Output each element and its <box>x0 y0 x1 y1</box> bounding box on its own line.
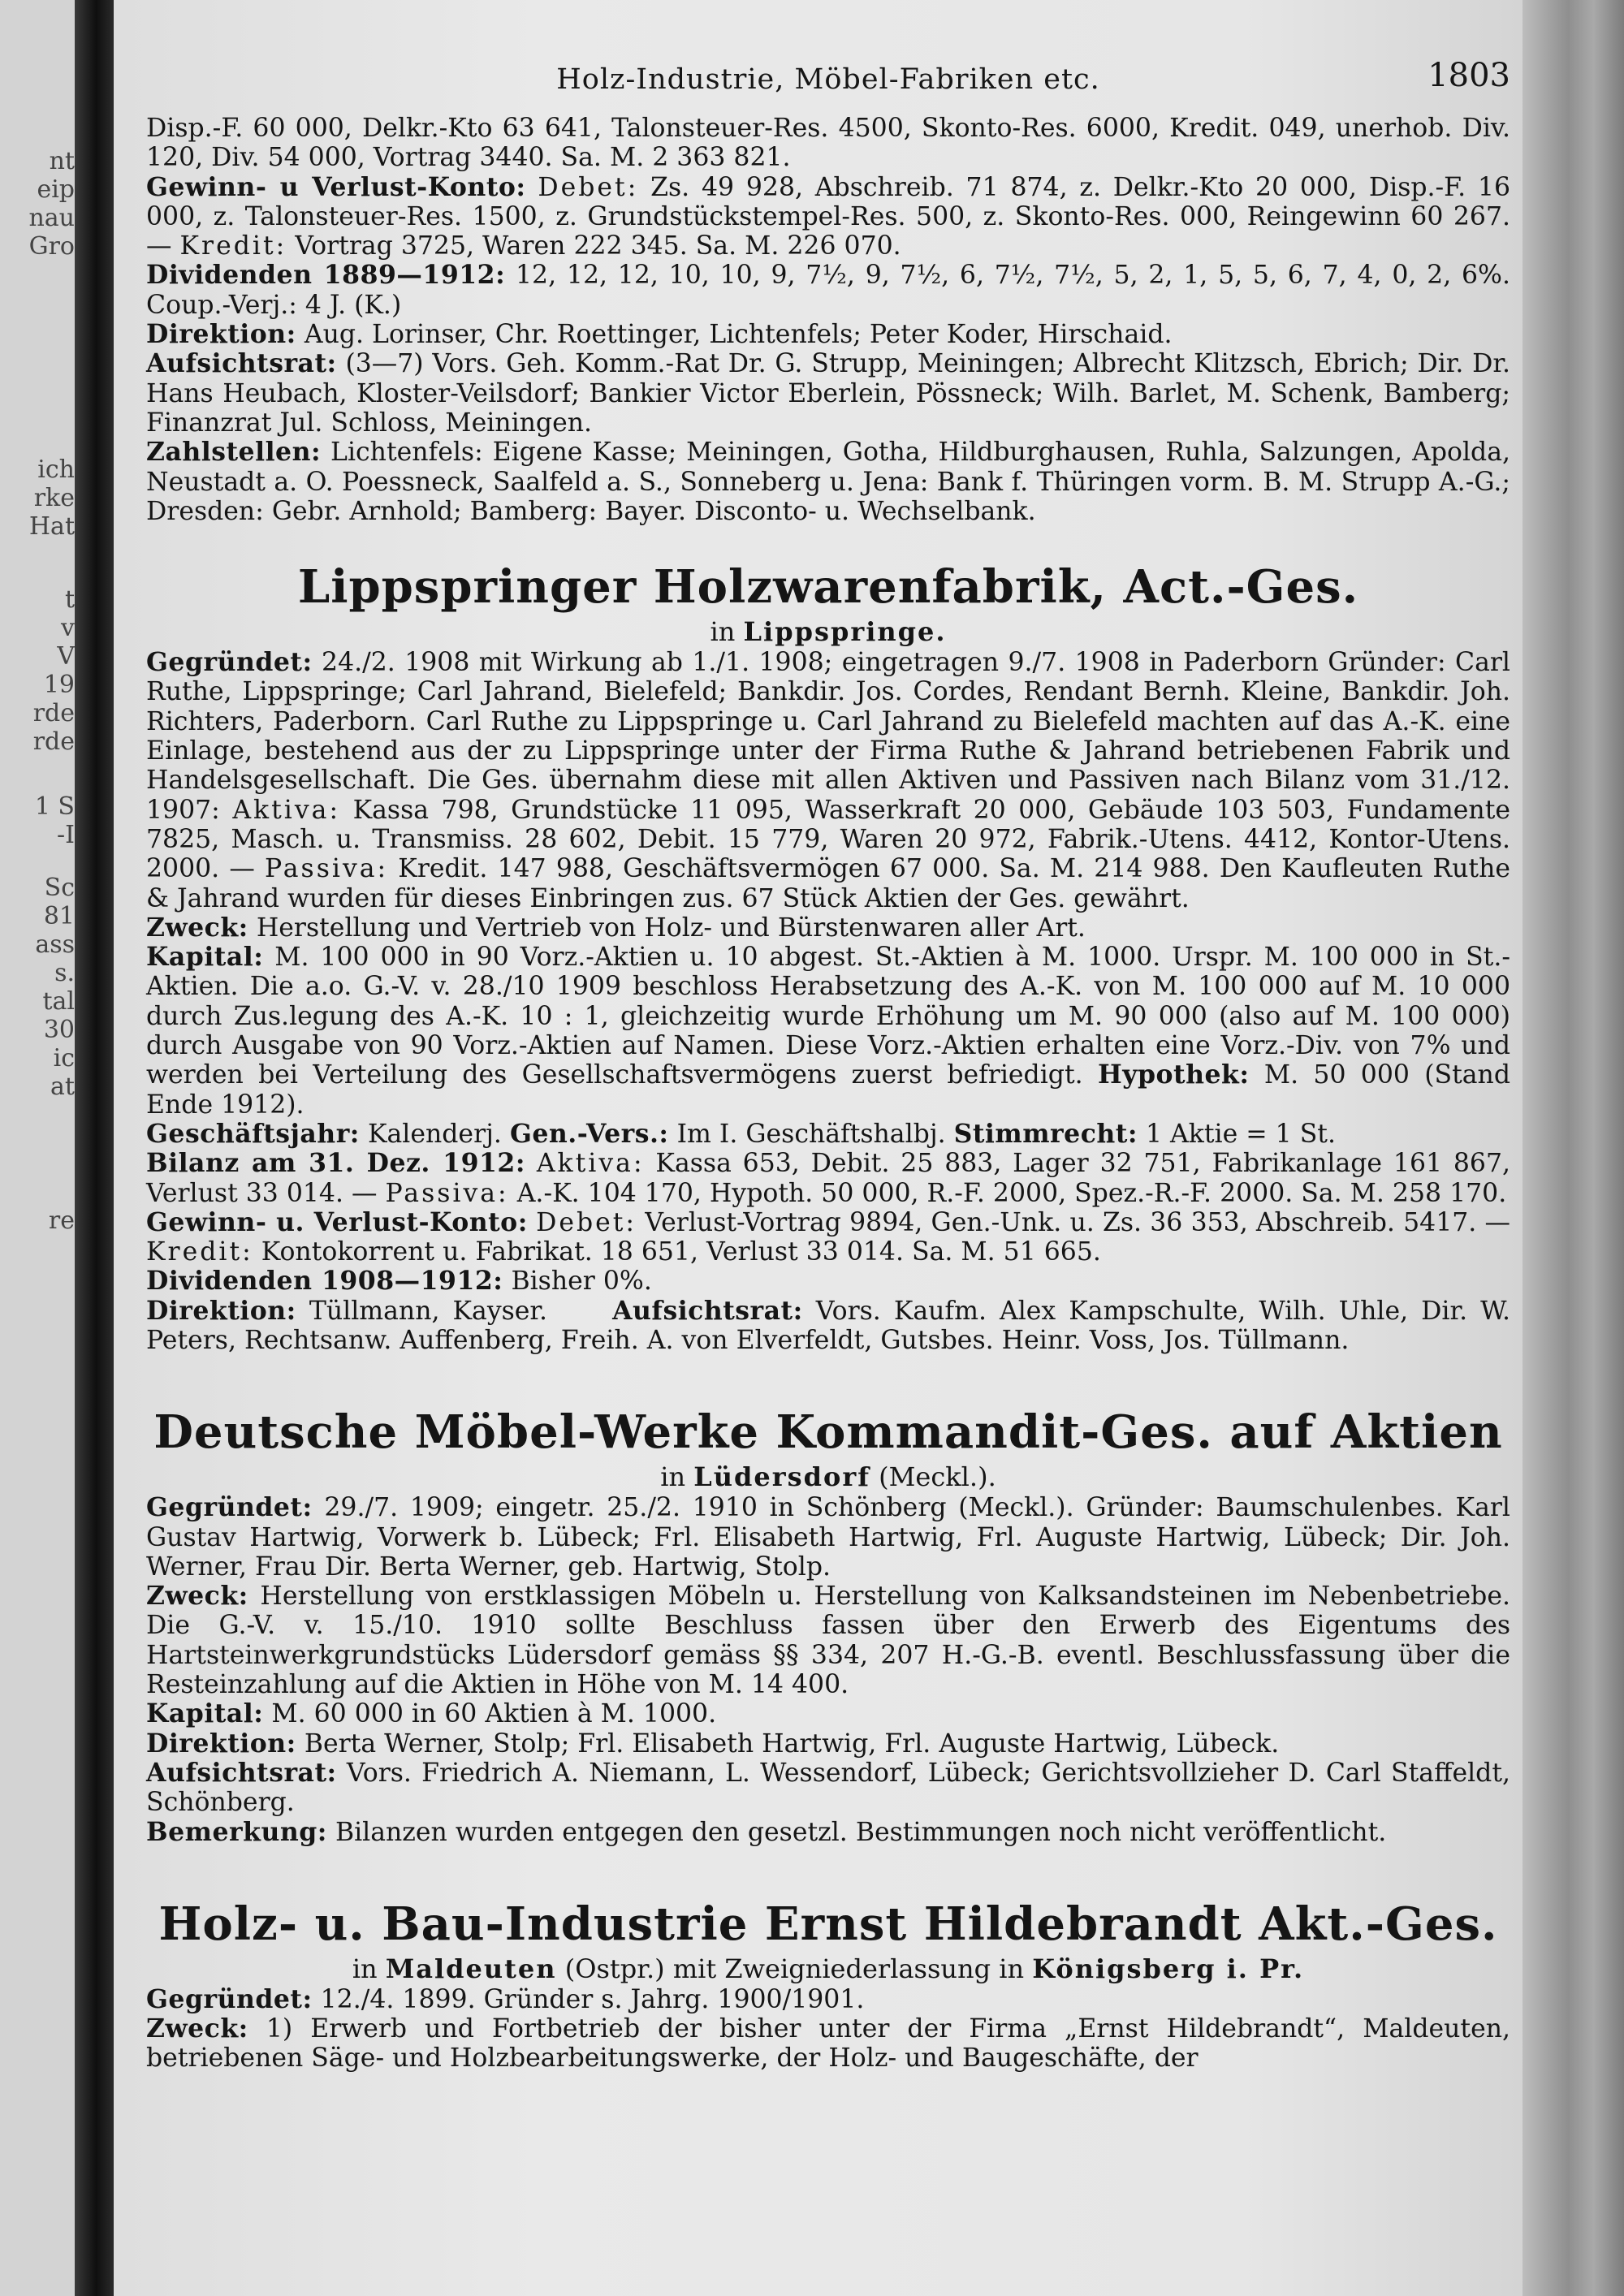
company-title: Deutsche Möbel-Werke Kommandit-Ges. auf Aktien <box>153 1405 1503 1460</box>
zweck-paragraph <box>146 913 1510 943</box>
adjacent-page-text: tal <box>42 987 75 1016</box>
adjacent-page-text: ich <box>37 455 75 484</box>
loc-place: Lüdersdorf <box>693 1461 870 1493</box>
field-label: Gewinn- u. Verlust-Konto: <box>146 1206 528 1237</box>
field-value: 1) Erwerb und Fortbetrieb der bisher unter der Firma „Ernst Hildebrandt“, Maldeuten, betriebenen Säge- und Holzbearbeitungswerke, der Holz- und Baugeschäfte, der <box>146 2014 1511 2074</box>
aufsichtsrat-paragraph <box>146 1759 1510 1818</box>
bemerkung-paragraph <box>146 1818 1510 1847</box>
zweck-paragraph <box>146 2014 1510 2074</box>
continuation-zahlstellen <box>146 438 1510 526</box>
field-label: Zahlstellen: <box>146 437 322 468</box>
field-value: Kontokorrent u. Fabrikat. 18 651, Verlust 33 014. Sa. M. 51 665. <box>261 1237 1101 1267</box>
company-entry-lippspringer <box>146 559 1510 1355</box>
adjacent-page-text: V <box>57 642 75 671</box>
kredit-label: Kredit: <box>179 231 287 261</box>
adjacent-page-text: rde <box>32 699 75 727</box>
page-content <box>146 57 1510 2074</box>
field-label: Gen.-Vers.: <box>509 1118 669 1149</box>
debet-label: Debet: <box>536 1207 637 1237</box>
field-value: Kassa 653, Debit. 25 883, Lager 32 751, Fabrikanlage 161 867, Verlust 33 014. — <box>146 1149 1511 1208</box>
field-label: Dividenden 1889—1912: <box>146 260 506 291</box>
field-label: Aufsichtsrat: <box>146 1757 337 1788</box>
field-label: Kapital: <box>146 942 264 973</box>
dividenden-paragraph <box>146 1267 1510 1296</box>
adjacent-page-text: 1 S <box>34 792 75 821</box>
kapital-paragraph <box>146 943 1510 1120</box>
running-title: Holz-Industrie, Möbel-Fabriken etc. <box>556 63 1100 96</box>
adjacent-page-text: v <box>61 614 75 642</box>
kapital-paragraph <box>146 1699 1510 1728</box>
field-label: Gegründet: <box>146 647 313 678</box>
gegruendet-paragraph <box>146 648 1510 913</box>
kredit-label: Kredit: <box>146 1237 253 1267</box>
field-value: Kalenderj. <box>367 1119 502 1149</box>
continuation-entry <box>146 114 1510 526</box>
field-value: 24./2. 1908 mit Wirkung ab 1./1. 1908; eingetragen 9./7. 1908 in Paderborn Gründer: Carl Ruthe, Lippspringe; Carl Jahrand, Bielefeld; Bankdir. Jos. Cordes, Rendant Bernh. Kleine, Bankdir. Joh. Richters, Paderborn. Carl Ruthe zu Lippspringe u. Carl Jahrand zu Bielefeld machten auf das A.-K. eine Einlage, bestehend aus der zu Lippspringe unter der Firma Ruthe & Jahrand betriebenen Fabrik und Handelsgesellschaft. Die Ges. übernahm diese mit allen Aktiven und Passiven nach Bilanz vom 31./12. 1907: <box>146 648 1510 825</box>
adjacent-page-text: s. <box>54 959 75 987</box>
field-value: Vors. Friedrich A. Niemann, L. Wessendorf, Lübeck; Gerichtsvollzieher D. Carl Staffeldt, Schönberg. <box>146 1758 1511 1818</box>
field-label: Geschäftsjahr: <box>146 1118 360 1149</box>
company-location <box>146 615 1510 648</box>
adjacent-page-text: nau <box>28 204 75 232</box>
passiva-label: Passiva: <box>264 854 389 884</box>
adjacent-page-text: 30 <box>43 1016 75 1044</box>
field-value: Tüllmann, Kayser. <box>309 1296 548 1326</box>
loc-prefix: in <box>352 1953 378 1984</box>
continuation-direktion <box>146 320 1510 349</box>
field-value: 1 Aktie = 1 St. <box>1145 1119 1336 1149</box>
zweck-paragraph <box>146 1582 1510 1699</box>
page-edge <box>1522 0 1624 2296</box>
field-value: 29./7. 1909; eingetr. 25./2. 1910 in Schönberg (Meckl.). Gründer: Baumschulenbes. Karl Gustav Hartwig, Vorwerk b. Lübeck; Frl. Elisabeth Hartwig, Frl. Auguste Hartwig, Lübeck; Dir. Joh. Werner, Frau Dir. Berta Werner, geb. Hartwig, Stolp. <box>146 1493 1510 1582</box>
geschaeftsjahr-paragraph <box>146 1120 1510 1149</box>
loc-prefix: in <box>660 1461 686 1493</box>
loc-suffix: (Meckl.). <box>879 1461 996 1493</box>
gewinn-verlust-paragraph <box>146 1208 1510 1267</box>
continuation-aufsichtsrat <box>146 349 1510 438</box>
field-label: Gegründet: <box>146 1983 313 2014</box>
loc-place-2: Königsberg i. Pr. <box>1032 1953 1305 1984</box>
field-label: Gewinn- u Verlust-Konto: <box>146 171 526 202</box>
gv-debet: Zs. 49 928, Abschreib. 71 874, z. Delkr.-Kto 20 000, Disp.-F. 16 000, z. Talonsteuer-Res. 1500, z. Grundstückstempel-Res. 500, z. Skonto-Res. 000, Reingewinn 60 267. — <box>146 172 1511 261</box>
field-value: 12, 12, 12, 10, 10, 9, 7½, 9, 7½, 6, 7½, 7½, 5, 2, 1, 5, 5, 6, 7, 4, 0, 2, 6%. Coup.-Verj.: 4 J. (K.) <box>146 261 1510 320</box>
adjacent-page-text: Gro <box>28 232 75 261</box>
field-value: 12./4. 1899. Gründer s. Jahrg. 1900/1901. <box>320 1984 865 2014</box>
field-label: Bemerkung: <box>146 1816 327 1847</box>
adjacent-page-fragment <box>0 0 81 2296</box>
field-value: Berta Werner, Stolp; Frl. Elisabeth Hartwig, Frl. Auguste Hartwig, Lübeck. <box>304 1728 1280 1759</box>
field-value: A.-K. 104 170, Hypoth. 50 000, R.-F. 2000, Spez.-R.-F. 2000. Sa. M. 258 170. <box>516 1178 1507 1208</box>
field-label: Zweck: <box>146 912 248 943</box>
field-value: Aug. Lorinser, Chr. Roettinger, Lichtenfels; Peter Koder, Hirschaid. <box>304 320 1173 350</box>
field-value: Herstellung und Vertrieb von Holz- und Bürstenwaren aller Art. <box>256 913 1086 943</box>
field-label: Direktion: <box>146 1295 296 1326</box>
adjacent-page-text: Sc <box>44 874 75 902</box>
field-label: Zweck: <box>146 1581 248 1612</box>
continuation-text: Disp.-F. 60 000, Delkr.-Kto 63 641, Talonsteuer-Res. 4500, Skonto-Res. 6000, Kredit. 049, unerhob. Div. 120, Div. 54 000, Vortrag 3440. Sa. M. 2 363 821. <box>146 114 1510 173</box>
gegruendet-paragraph <box>146 1493 1510 1582</box>
passiva-label: Passiva: <box>385 1178 509 1208</box>
field-value: M. 60 000 in 60 Aktien à M. 1000. <box>271 1699 717 1729</box>
field-value: Im I. Geschäftshalbj. <box>676 1119 946 1149</box>
adjacent-page-text: nt <box>49 147 75 175</box>
field-label: Stimmrecht: <box>953 1118 1138 1149</box>
field-label: Kapital: <box>146 1698 264 1729</box>
adjacent-page-text: ass <box>35 930 75 959</box>
field-label: Gegründet: <box>146 1492 313 1523</box>
loc-prefix: in <box>710 616 736 648</box>
company-title: Holz- u. Bau-Industrie Ernst Hildebrandt Akt.-Ges. <box>158 1897 1498 1951</box>
adjacent-page-text: Hat <box>28 512 75 541</box>
aktiva-label: Aktiva: <box>232 795 341 825</box>
page-number: 1803 <box>1427 57 1510 94</box>
adjacent-page-text: t <box>64 585 75 614</box>
loc-mid: (Ostpr.) mit Zweigniederlassung in <box>564 1953 1025 1984</box>
field-label: Direktion: <box>146 1728 296 1759</box>
adjacent-page-text: rke <box>33 484 75 512</box>
adjacent-page-text: re <box>48 1206 75 1235</box>
continuation-gv <box>146 173 1510 261</box>
company-location <box>146 1461 1510 1493</box>
field-value: M. 50 000 (Stand Ende 1912). <box>146 1060 1510 1120</box>
company-location <box>146 1953 1510 1985</box>
book-spine <box>75 0 114 2296</box>
aktiva-value: Kassa 798, Grundstücke 11 095, Wasserkraft 20 000, Gebäude 103 503, Fundamente 7825, Masch. u. Transmiss. 28 602, Debit. 15 779, Waren 20 972, Fabrik.-Utens. 4412, Kontor-Utens. 2000. — <box>146 795 1511 884</box>
adjacent-page-text: 19 <box>43 671 75 699</box>
bilanz-paragraph <box>146 1149 1510 1208</box>
adjacent-page-text: rde <box>32 727 75 756</box>
adjacent-page-text: 81 <box>43 902 75 930</box>
field-value: Vors. Kaufm. Alex Kampschulte, Wilh. Uhle, Dir. W. Peters, Rechtsanw. Auffenberg, Freih. A. von Elverfeldt, Gutsbes. Heinr. Voss, Jos. Tüllmann. <box>146 1296 1510 1355</box>
field-label: Aufsichtsrat: <box>612 1295 803 1326</box>
aktiva-label: Aktiva: <box>536 1149 645 1179</box>
field-value: Bisher 0%. <box>511 1267 652 1297</box>
document-page <box>114 0 1522 2296</box>
gv-kredit: Vortrag 3725, Waren 222 345. Sa. M. 226 070. <box>295 231 901 261</box>
field-value: Bilanzen wurden entgegen den gesetzl. Bestimmungen noch nicht veröffentlicht. <box>335 1817 1387 1847</box>
adjacent-page-text: ic <box>53 1044 75 1072</box>
company-entry-holz-bau-industrie <box>146 1896 1510 2074</box>
adjacent-page-text: eip <box>37 175 75 204</box>
company-title: Lippspringer Holzwarenfabrik, Act.-Ges. <box>297 560 1359 615</box>
adjacent-page-text: at <box>50 1072 75 1101</box>
continuation-dividends <box>146 261 1510 320</box>
field-value: Herstellung von erstklassigen Möbeln u. Herstellung von Kalksandsteinen im Nebenbetriebe. Die G.-V. v. 15./10. 1910 sollte Beschluss fassen über den Erwerb des Eigentums des Hartsteinwerkgrundstücks Lüdersdorf gemäss §§ 334, 207 H.-G.-B. eventl. Beschlussfassung über die Resteinzahlung auf die Aktien in Höhe von M. 14 400. <box>146 1582 1511 1700</box>
field-label: Zweck: <box>146 2013 248 2044</box>
debet-label: Debet: <box>538 172 639 202</box>
direktion-paragraph <box>146 1729 1510 1759</box>
loc-place: Maldeuten <box>385 1953 557 1984</box>
field-label: Dividenden 1908—1912: <box>146 1266 503 1297</box>
field-label: Direktion: <box>146 319 296 350</box>
company-entry-deutsche-moebel-werke <box>146 1404 1510 1847</box>
field-value: Lichtenfels: Eigene Kasse; Meiningen, Gotha, Hildburghausen, Ruhla, Salzungen, Apolda, Neustadt a. O. Poessneck, Saalfeld a. S., Sonneberg u. Jena: Bank f. Thüringen vorm. B. M. Strupp A.-G.; Dresden: Gebr. Arnhold; Bamberg: Bayer. Disconto- u. Wechselbank. <box>146 438 1510 526</box>
passiva-value: Kredit. 147 988, Geschäftsvermögen 67 000. Sa. M. 214 988. Den Kaufleuten Ruthe & Jahrand wurden für dieses Einbringen zus. 67 Stück Aktien der Ges. gewährt. <box>146 854 1511 913</box>
field-value: Verlust-Vortrag 9894, Gen.-Unk. u. Zs. 36 353, Abschreib. 5417. — <box>645 1207 1511 1237</box>
gegruendet-paragraph <box>146 1985 1510 2014</box>
running-header <box>146 57 1510 114</box>
direktion-paragraph <box>146 1297 1510 1356</box>
field-label: Bilanz am 31. Dez. 1912: <box>146 1148 525 1179</box>
field-value: M. 100 000 in 90 Vorz.-Aktien u. 10 abgest. St.-Aktien à M. 1000. Urspr. M. 100 000 in St.-Aktien. Die a.o. G.-V. v. 28./10 1909 beschloss Herabsetzung des A.-K. von M. 100 000 auf M. 10 000 durch Zus.legung des A.-K. 10 : 1, gleichzeitig wurde Erhöhung um M. 90 000 (also auf M. 100 000) durch Ausgabe von 90 Vorz.-Aktien auf Namen. Diese Vorz.-Aktien erhalten eine Vorz.-Div. von 7% und werden bei Verteilung des Gesellschaftsvermögens zuerst befriedigt. <box>146 943 1510 1090</box>
field-label: Hypothek: <box>1097 1060 1250 1090</box>
field-value: (3—7) Vors. Geh. Komm.-Rat Dr. G. Strupp, Meiningen; Albrecht Klitzsch, Ebrich; Dir. Dr. Hans Heubach, Kloster-Veilsdorf; Bankier Victor Eberlein, Pössneck; Wilh. Barlet, M. Schenk, Bamberg; Finanzrat Jul. Schloss, Meiningen. <box>146 349 1511 438</box>
loc-place: Lippspringe. <box>743 616 947 648</box>
adjacent-page-text: -I <box>57 821 75 849</box>
field-label: Aufsichtsrat: <box>146 348 337 379</box>
